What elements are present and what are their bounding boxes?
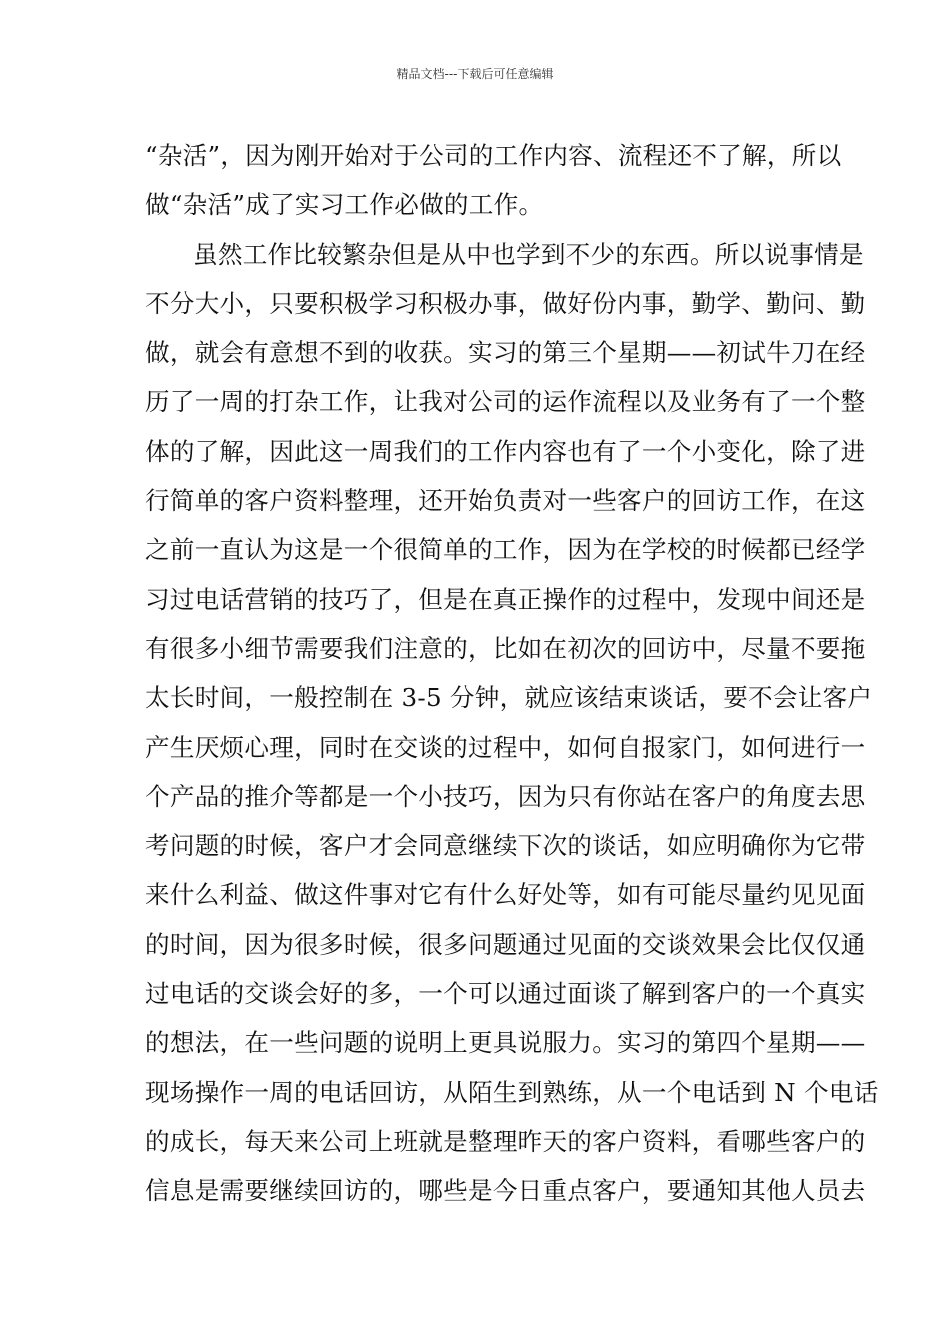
text-line: 的成长，每天来公司上班就是整理昨天的客户资料，看哪些客户的 [145,1126,866,1156]
text-line: 的想法，在一些问题的说明上更具说服力。实习的第四个星期—— [145,1028,866,1058]
text-line: 考问题的时候，客户才会同意继续下次的谈话，如应明确你为它带 [145,831,866,861]
page-header: 精品文档---下载后可任意编辑 [396,67,554,81]
text-line: 历了一周的打杂工作，让我对公司的运作流程以及业务有了一个整 [145,387,866,417]
text-line: 来什么利益、做这件事对它有什么好处等，如有可能尽量约见见面 [145,880,866,910]
text-line: 过电话的交谈会好的多，一个可以通过面谈了解到客户的一个真实 [145,979,866,1009]
text-line: 做“杂活”成了实习工作必做的工作。 [145,190,544,220]
text-line: 行简单的客户资料整理，还开始负责对一些客户的回访工作，在这 [145,486,866,516]
text-line: 个产品的推介等都是一个小技巧，因为只有你站在客户的角度去思 [145,781,866,811]
text-line: 太长时间，一般控制在 3-5 分钟，就应该结束谈话，要不会让客户 [145,683,873,713]
text-line: 不分大小，只要积极学习积极办事，做好份内事，勤学、勤问、勤 [145,288,866,318]
text-line: “杂活”，因为刚开始对于公司的工作内容、流程还不了解，所以 [145,141,842,170]
text-line: 产生厌烦心理，同时在交谈的过程中，如何自报家门，如何进行一 [145,732,866,762]
text-line: 习过电话营销的技巧了，但是在真正操作的过程中，发现中间还是 [145,584,866,614]
text-line: 做，就会有意想不到的收获。实习的第三个星期——初试牛刀在经 [145,338,866,368]
text-line: 之前一直认为这是一个很简单的工作，因为在学校的时候都已经学 [145,535,866,565]
text-line: 有很多小细节需要我们注意的，比如在初次的回访中，尽量不要拖 [145,633,866,663]
text-line: 信息是需要继续回访的，哪些是今日重点客户，要通知其他人员去 [145,1176,866,1206]
text-line: 体的了解，因此这一周我们的工作内容也有了一个小变化，除了进 [145,436,866,466]
document-body [145,131,879,1216]
text-line: 现场操作一周的电话回访，从陌生到熟练，从一个电话到 N 个电话 [145,1077,879,1107]
paragraph-first-line: 虽然工作比较繁杂但是从中也学到不少的东西。所以说事情是 [193,239,864,269]
text-line: 的时间，因为很多时候，很多问题通过见面的交谈效果会比仅仅通 [145,929,866,959]
